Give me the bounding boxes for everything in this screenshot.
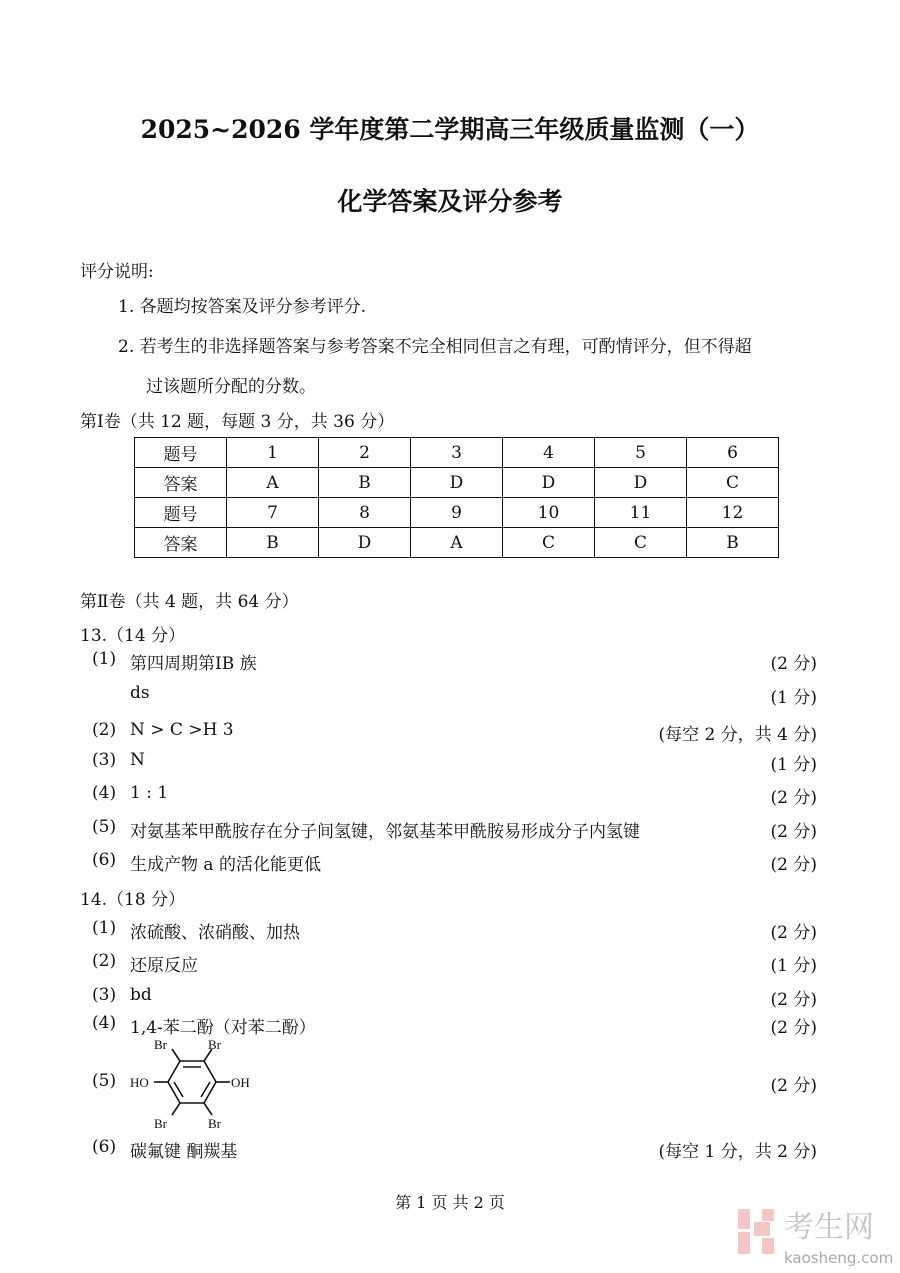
table-cell: 2 xyxy=(319,438,411,468)
answer-ans: 还原反应 xyxy=(130,956,198,976)
table-cell: 7 xyxy=(227,498,319,528)
table-cell: B xyxy=(687,528,779,558)
table-cell: B xyxy=(227,528,319,558)
table-cell: 4 xyxy=(503,438,595,468)
answer-score: (2 分) xyxy=(770,855,817,875)
table-cell: 答案 xyxy=(135,468,227,498)
watermark xyxy=(722,1195,900,1273)
answer-num: (6) xyxy=(92,850,117,870)
notes-heading: 评分说明: xyxy=(80,262,154,282)
table-cell: D xyxy=(319,528,411,558)
answer-score: (1 分) xyxy=(770,755,817,775)
table-cell: 答案 xyxy=(135,528,227,558)
table-cell: C xyxy=(503,528,595,558)
table-row xyxy=(135,438,779,468)
answer-num: (5) xyxy=(92,1071,117,1091)
note-item: 过该题所分配的分数。 xyxy=(146,377,316,397)
table-cell: 6 xyxy=(687,438,779,468)
answer-ans: N xyxy=(130,750,145,770)
br-label: Br xyxy=(154,1116,167,1131)
table-cell: 1 xyxy=(227,438,319,468)
table-cell: B xyxy=(319,468,411,498)
answer-num: (4) xyxy=(92,783,117,803)
note-item: 2. 若考生的非选择题答案与参考答案不完全相同但言之有理，可酌情评分，但不得超 xyxy=(118,337,752,357)
answer-num: (5) xyxy=(92,817,117,837)
answer-ans: 对氨基苯甲酰胺存在分子间氢键，邻氨基苯甲酰胺易形成分子内氢键 xyxy=(130,822,640,842)
table-cell: 8 xyxy=(319,498,411,528)
table-cell: C xyxy=(687,468,779,498)
question-14-heading: 14.（18 分） xyxy=(80,890,186,910)
ho-label: HO xyxy=(130,1075,149,1090)
answer-table xyxy=(134,437,779,558)
table-cell: C xyxy=(595,528,687,558)
br-label: Br xyxy=(208,1037,221,1052)
table-cell: D xyxy=(503,468,595,498)
page-title: 2025~2026 学年度第二学期高三年级质量监测（一） xyxy=(140,115,760,144)
oh-label: OH xyxy=(231,1075,250,1090)
page-subtitle: 化学答案及评分参考 xyxy=(337,187,563,216)
answer-score: (2 分) xyxy=(770,654,817,674)
answer-score: (2 分) xyxy=(770,923,817,943)
answer-score: (2 分) xyxy=(770,990,817,1010)
answer-ans: 1,4-苯二酚（对苯二酚） xyxy=(130,1018,316,1038)
answer-ans: 生成产物 a 的活化能更低 xyxy=(130,855,321,875)
answer-num: (3) xyxy=(92,985,117,1005)
table-cell: 11 xyxy=(595,498,687,528)
table-cell: 题号 xyxy=(135,438,227,468)
answer-score: (每空 1 分，共 2 分) xyxy=(658,1142,817,1162)
answer-num: (2) xyxy=(92,720,117,740)
answer-ans: bd xyxy=(130,985,152,1005)
answer-ans: 1 : 1 xyxy=(130,783,169,803)
page-footer: 第 1 页 共 2 页 xyxy=(395,1193,505,1212)
table-row xyxy=(135,528,779,558)
answer-score: (1 分) xyxy=(770,688,817,708)
answer-num: (3) xyxy=(92,750,117,770)
answer-score: (1 分) xyxy=(770,956,817,976)
table-cell: 9 xyxy=(411,498,503,528)
answer-ans: N > C >H 3 xyxy=(130,720,234,740)
answer-num: (4) xyxy=(92,1013,117,1033)
table-cell: D xyxy=(411,468,503,498)
answer-num: (1) xyxy=(92,918,117,938)
table-cell: A xyxy=(227,468,319,498)
br-label: Br xyxy=(154,1037,167,1052)
table-cell: D xyxy=(595,468,687,498)
tetrabromohydroquinone-structure xyxy=(120,1036,260,1132)
table-cell: 12 xyxy=(687,498,779,528)
answer-ans: 第四周期第ⅠB 族 xyxy=(130,654,257,674)
answer-num: (2) xyxy=(92,951,117,971)
answer-num: (6) xyxy=(92,1137,117,1157)
table-row xyxy=(135,498,779,528)
br-label: Br xyxy=(208,1116,221,1131)
answer-ans: 碳氟键 酮羰基 xyxy=(130,1142,238,1162)
answer-score: (2 分) xyxy=(770,788,817,808)
table-cell: 3 xyxy=(411,438,503,468)
table-cell: 题号 xyxy=(135,498,227,528)
answer-ans: ds xyxy=(130,683,150,703)
table-row xyxy=(135,468,779,498)
answer-num: (1) xyxy=(92,649,117,669)
watermark-name: 考生网 xyxy=(784,1210,874,1245)
question-13-heading: 13.（14 分） xyxy=(80,626,186,646)
table-cell: 5 xyxy=(595,438,687,468)
answer-score: (每空 2 分，共 4 分) xyxy=(658,725,817,745)
answer-score: (2 分) xyxy=(770,1076,817,1096)
answer-ans: 浓硫酸、浓硝酸、加热 xyxy=(130,923,300,943)
watermark-url: kaosheng.com xyxy=(784,1249,894,1267)
answer-score: (2 分) xyxy=(770,822,817,842)
note-item: 1. 各题均按答案及评分参考评分. xyxy=(118,297,367,317)
part2-heading: 第Ⅱ卷（共 4 题，共 64 分） xyxy=(80,592,299,612)
table-cell: A xyxy=(411,528,503,558)
part1-heading: 第Ⅰ卷（共 12 题，每题 3 分，共 36 分） xyxy=(80,412,395,432)
table-cell: 10 xyxy=(503,498,595,528)
answer-score: (2 分) xyxy=(770,1018,817,1038)
